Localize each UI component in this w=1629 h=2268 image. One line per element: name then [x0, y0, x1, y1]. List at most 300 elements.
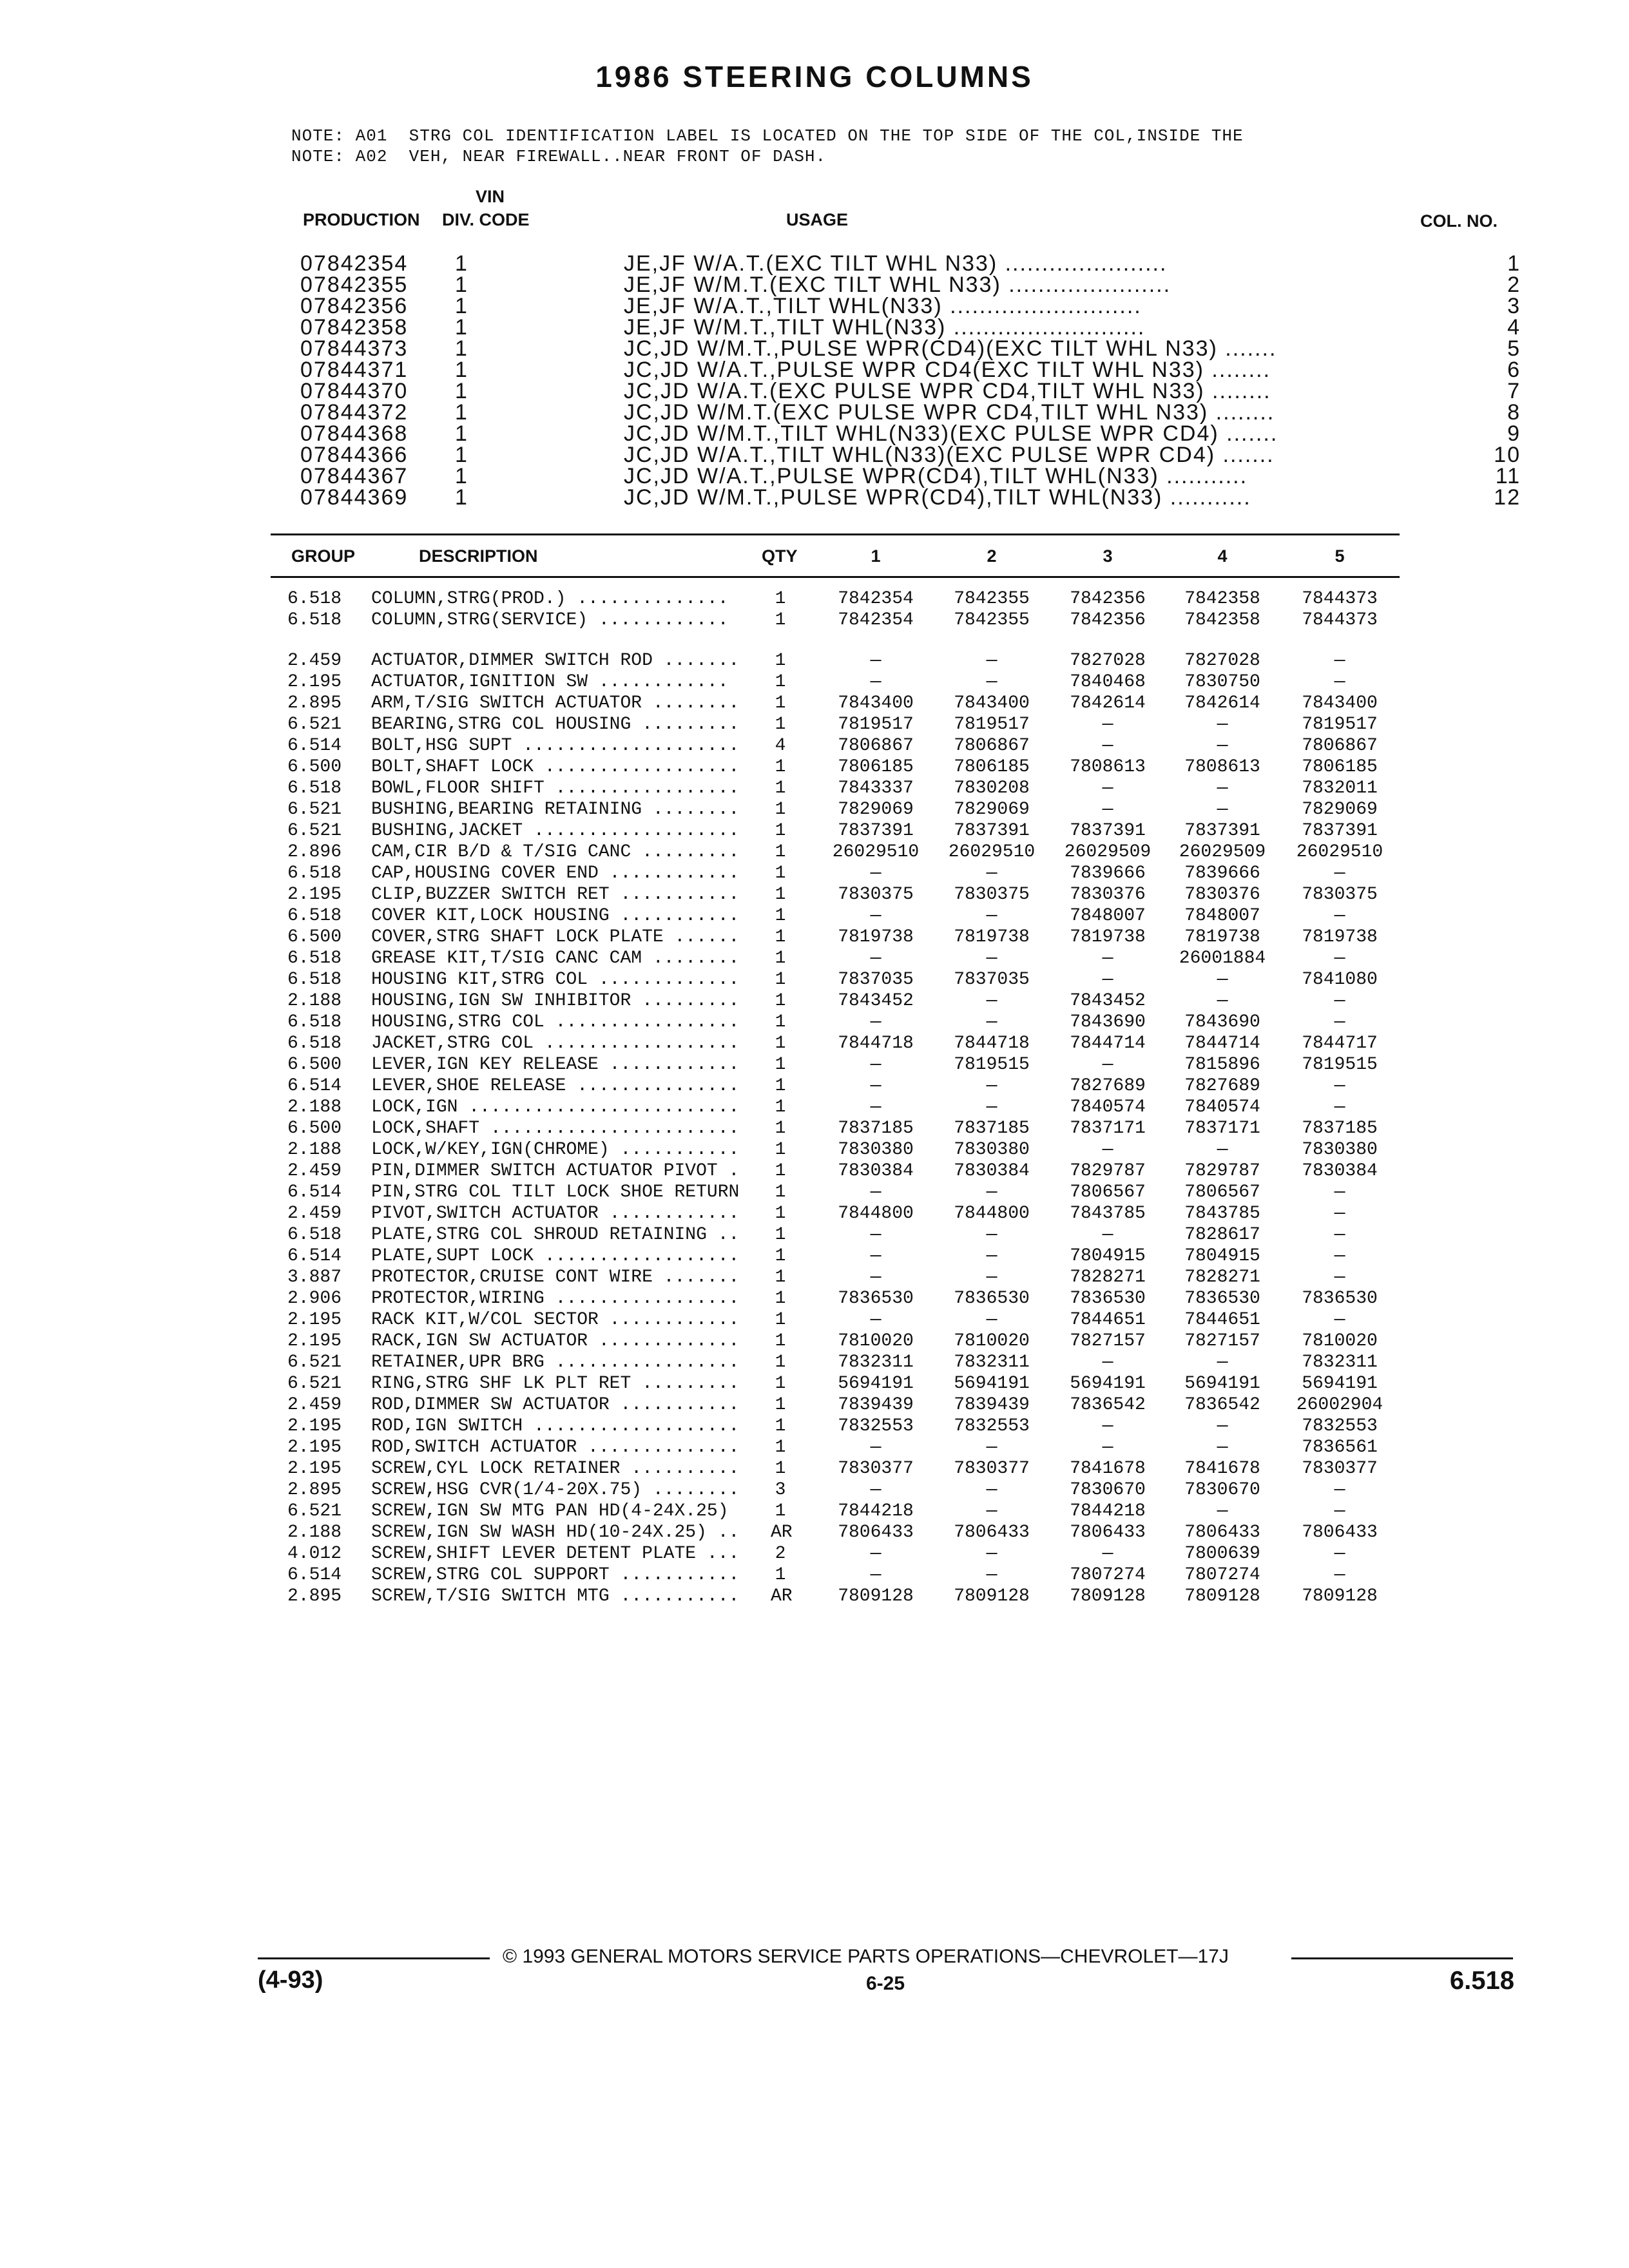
part-description: SCREW,SHIFT LEVER DETENT PLATE ...: [371, 1544, 740, 1564]
part-number-col-4: 7828617: [1184, 1225, 1260, 1245]
part-number-col-1: —: [870, 1267, 882, 1287]
page-title: 1986 STEERING COLUMNS: [595, 60, 1034, 93]
usage-text: JE,JF W/A.T.,TILT WHL(N33) ..........................: [624, 294, 1142, 318]
part-description: ROD,IGN SWITCH ...................: [371, 1416, 740, 1436]
part-number-col-3: 7828271: [1070, 1267, 1146, 1287]
part-number-col-3: 7842614: [1070, 693, 1146, 713]
group-code: 2.459: [287, 1204, 342, 1224]
col-number: 6: [1507, 358, 1521, 382]
usage-text: JC,JD W/A.T.,TILT WHL(N33)(EXC PULSE WPR CD4) .......: [624, 443, 1275, 467]
div-code: 1: [455, 273, 468, 297]
group-code: 6.514: [287, 1076, 342, 1096]
part-number-col-4: 7830670: [1184, 1480, 1260, 1500]
part-number-col-1: 7843400: [838, 693, 914, 713]
part-number-col-5: 5694191: [1302, 1374, 1378, 1394]
col-4-header: 4: [1217, 546, 1228, 566]
part-number-col-5: 7832011: [1302, 778, 1378, 798]
col-2-header: 2: [987, 546, 997, 566]
group-code: 6.514: [287, 736, 342, 756]
part-number-col-5: —: [1334, 1565, 1345, 1585]
part-number-col-1: 7842354: [838, 589, 914, 609]
part-number-col-3: 7829787: [1070, 1161, 1146, 1181]
col-3-header: 3: [1103, 546, 1113, 566]
part-description: ACTUATOR,DIMMER SWITCH ROD .......: [371, 651, 740, 671]
part-description: BUSHING,BEARING RETAINING ........: [371, 800, 740, 820]
part-qty: 1: [775, 800, 786, 820]
part-number-col-4: —: [1217, 778, 1228, 798]
part-number-col-3: 7848007: [1070, 906, 1146, 926]
part-number-col-4: —: [1217, 970, 1228, 990]
div-code: 1: [455, 315, 468, 340]
part-description: PIVOT,SWITCH ACTUATOR ............: [371, 1204, 740, 1224]
part-number-col-3: 7836530: [1070, 1289, 1146, 1309]
part-number-col-1: 7819517: [838, 715, 914, 735]
part-number-col-2: 7839439: [954, 1395, 1030, 1415]
group-code: 2.459: [287, 1161, 342, 1181]
part-number-col-5: —: [1334, 1076, 1345, 1096]
part-number-col-5: 7830377: [1302, 1459, 1378, 1479]
part-qty: 1: [775, 1204, 786, 1224]
part-qty: 1: [775, 1033, 786, 1053]
part-number-col-2: 7819515: [954, 1055, 1030, 1075]
part-number-col-4: 7819738: [1184, 927, 1260, 947]
part-description: PROTECTOR,WIRING .................: [371, 1289, 740, 1309]
part-number-col-5: 7829069: [1302, 800, 1378, 820]
part-number-col-4: —: [1217, 736, 1228, 756]
group-code: 6.518: [287, 1225, 342, 1245]
part-description: GREASE KIT,T/SIG CANC CAM ........: [371, 948, 740, 968]
part-number-col-1: 7837185: [838, 1119, 914, 1139]
part-number-col-3: 7843452: [1070, 991, 1146, 1011]
part-number-col-3: 7841678: [1070, 1459, 1146, 1479]
part-description: COVER KIT,LOCK HOUSING ...........: [371, 906, 740, 926]
part-number-col-1: 7839439: [838, 1395, 914, 1415]
part-description: LEVER,SHOE RELEASE ...............: [371, 1076, 740, 1096]
part-description: LEVER,IGN KEY RELEASE ............: [371, 1055, 740, 1075]
group-code: 6.518: [287, 589, 342, 609]
part-qty: 1: [775, 1246, 786, 1266]
group-code: 2.188: [287, 1097, 342, 1117]
part-number-col-2: 7832311: [954, 1352, 1030, 1372]
group-code: 2.195: [287, 1459, 342, 1479]
part-number-col-5: —: [1334, 1310, 1345, 1330]
part-number-col-1: —: [870, 1437, 882, 1457]
part-qty: 1: [775, 1437, 786, 1457]
part-qty: 4: [775, 736, 786, 756]
part-number-col-4: 7841678: [1184, 1459, 1260, 1479]
part-number-col-3: 7827028: [1070, 651, 1146, 671]
part-description: SCREW,IGN SW MTG PAN HD(4-24X.25): [371, 1501, 740, 1521]
part-number-col-3: 7806433: [1070, 1523, 1146, 1542]
part-number-col-4: 7827689: [1184, 1076, 1260, 1096]
part-qty: 1: [775, 842, 786, 862]
part-number-col-2: 7829069: [954, 800, 1030, 820]
part-number-col-3: —: [1102, 1352, 1113, 1372]
part-number-col-1: 7843452: [838, 991, 914, 1011]
part-number-col-2: —: [986, 672, 998, 692]
part-number-col-1: —: [870, 906, 882, 926]
col-number: 12: [1494, 485, 1521, 510]
part-description: LOCK,IGN .........................: [371, 1097, 740, 1117]
part-number-col-3: 7809128: [1070, 1586, 1146, 1606]
part-number-col-4: —: [1217, 1140, 1228, 1160]
col-number: 3: [1507, 294, 1521, 318]
part-qty: 1: [775, 757, 786, 777]
part-qty: 1: [775, 1055, 786, 1075]
part-number-col-1: 7830384: [838, 1161, 914, 1181]
part-qty: 1: [775, 1182, 786, 1202]
part-number-col-1: —: [870, 1246, 882, 1266]
part-description: CLIP,BUZZER SWITCH RET ...........: [371, 885, 740, 905]
part-number-col-2: —: [986, 1437, 998, 1457]
part-number-col-2: 7836530: [954, 1289, 1030, 1309]
div-code: 1: [455, 294, 468, 318]
part-number-col-1: 7837035: [838, 970, 914, 990]
part-number-col-5: —: [1334, 1480, 1345, 1500]
col-number: 9: [1507, 421, 1521, 446]
part-number-col-3: 7827157: [1070, 1331, 1146, 1351]
part-number-col-4: 7807274: [1184, 1565, 1260, 1585]
part-description: RETAINER,UPR BRG .................: [371, 1352, 740, 1372]
part-number-col-3: 7806567: [1070, 1182, 1146, 1202]
div-code: 1: [455, 251, 468, 276]
part-number-col-3: 7839666: [1070, 863, 1146, 883]
part-number-col-1: 7842354: [838, 610, 914, 630]
part-number-col-2: —: [986, 1225, 998, 1245]
part-qty: 1: [775, 1012, 786, 1032]
part-number-col-5: 7830375: [1302, 885, 1378, 905]
part-qty: 1: [775, 1310, 786, 1330]
part-number-col-3: 26029509: [1064, 842, 1152, 862]
part-description: BOWL,FLOOR SHIFT .................: [371, 778, 740, 798]
part-number-col-2: 7844800: [954, 1204, 1030, 1224]
part-qty: 2: [775, 1544, 786, 1564]
part-number-col-5: —: [1334, 1544, 1345, 1564]
part-number-col-4: 7840574: [1184, 1097, 1260, 1117]
part-number-col-2: —: [986, 651, 998, 671]
part-number-col-1: 7830375: [838, 885, 914, 905]
group-code: 6.518: [287, 970, 342, 990]
part-number-col-1: —: [870, 1310, 882, 1330]
part-description: ACTUATOR,IGNITION SW ............: [371, 672, 729, 692]
group-code: 2.459: [287, 651, 342, 671]
usage-text: JE,JF W/M.T.,TILT WHL(N33) ..........................: [624, 315, 1146, 340]
part-description: ROD,SWITCH ACTUATOR ..............: [371, 1437, 740, 1457]
part-number-col-5: 7844373: [1302, 589, 1378, 609]
part-qty: 1: [775, 948, 786, 968]
part-number-col-3: —: [1102, 1416, 1113, 1436]
group-code: 6.518: [287, 778, 342, 798]
part-number-col-2: 7832553: [954, 1416, 1030, 1436]
part-number-col-1: 7832311: [838, 1352, 914, 1372]
part-number-col-5: 7830384: [1302, 1161, 1378, 1181]
part-number-col-3: —: [1102, 736, 1113, 756]
vin-header: VIN: [476, 187, 505, 206]
part-number-col-2: —: [986, 1182, 998, 1202]
part-number-col-5: 7830380: [1302, 1140, 1378, 1160]
production-number: 07842355: [300, 273, 409, 297]
part-description: CAM,CIR B/D & T/SIG CANC .........: [371, 842, 740, 862]
part-number-col-1: 7830377: [838, 1459, 914, 1479]
usage-header: USAGE: [786, 210, 849, 229]
div-code: 1: [455, 400, 468, 425]
part-description: COVER,STRG SHAFT LOCK PLATE ......: [371, 927, 740, 947]
col-1-header: 1: [871, 546, 881, 566]
part-description: ARM,T/SIG SWITCH ACTUATOR ........: [371, 693, 740, 713]
group-code: 6.514: [287, 1182, 342, 1202]
note-line-2: NOTE: A02 VEH, NEAR FIREWALL..NEAR FRONT OF DASH.: [291, 147, 827, 166]
group-code: 6.521: [287, 800, 342, 820]
part-number-col-4: 7828271: [1184, 1267, 1260, 1287]
part-number-col-5: 26002904: [1296, 1395, 1383, 1415]
part-number-col-2: —: [986, 1310, 998, 1330]
col-number: 10: [1494, 443, 1521, 467]
part-number-col-1: 7844218: [838, 1501, 914, 1521]
part-number-col-1: 7819738: [838, 927, 914, 947]
group-code: 6.521: [287, 821, 342, 841]
col-5-header: 5: [1335, 546, 1345, 566]
part-qty: 1: [775, 1289, 786, 1309]
part-description: COLUMN,STRG(PROD.) ..............: [371, 589, 729, 609]
part-number-col-3: 7830670: [1070, 1480, 1146, 1500]
part-number-col-2: —: [986, 863, 998, 883]
part-qty: 1: [775, 1076, 786, 1096]
part-number-col-2: —: [986, 1544, 998, 1564]
footer-page-number: 6-25: [866, 1973, 905, 1994]
part-number-col-4: —: [1217, 1352, 1228, 1372]
part-number-col-2: 7844718: [954, 1033, 1030, 1053]
footer-date: (4-93): [258, 1966, 323, 1994]
group-code: 6.500: [287, 927, 342, 947]
group-code: 2.195: [287, 672, 342, 692]
group-code: 6.521: [287, 1352, 342, 1372]
part-number-col-4: 7842358: [1184, 589, 1260, 609]
part-qty: 1: [775, 1374, 786, 1394]
part-number-col-2: 7806433: [954, 1523, 1030, 1542]
part-number-col-5: 7841080: [1302, 970, 1378, 990]
usage-text: JC,JD W/M.T.,PULSE WPR(CD4)(EXC TILT WHL N33) .......: [624, 336, 1277, 361]
part-description: SCREW,HSG CVR(1/4-20X.75) ........: [371, 1480, 740, 1500]
part-number-col-1: 7806185: [838, 757, 914, 777]
part-number-col-2: 7843400: [954, 693, 1030, 713]
production-number: 07844366: [300, 443, 409, 467]
production-header: PRODUCTION: [303, 210, 420, 229]
part-description: BOLT,HSG SUPT ....................: [371, 736, 740, 756]
part-number-col-4: 26001884: [1179, 948, 1266, 968]
production-number: 07844367: [300, 464, 409, 488]
group-code: 6.521: [287, 1501, 342, 1521]
part-number-col-3: 7843785: [1070, 1204, 1146, 1224]
usage-text: JC,JD W/A.T.,PULSE WPR(CD4),TILT WHL(N33) ...........: [624, 464, 1248, 488]
part-number-col-3: 7827689: [1070, 1076, 1146, 1096]
part-number-col-2: 7806867: [954, 736, 1030, 756]
part-number-col-3: 7843690: [1070, 1012, 1146, 1032]
part-qty: 1: [775, 970, 786, 990]
part-number-col-5: 7832553: [1302, 1416, 1378, 1436]
part-number-col-5: 7819738: [1302, 927, 1378, 947]
part-number-col-1: —: [870, 1225, 882, 1245]
part-number-col-3: 7844714: [1070, 1033, 1146, 1053]
part-number-col-5: —: [1334, 1097, 1345, 1117]
group-code: 4.012: [287, 1544, 342, 1564]
group-code: 6.518: [287, 906, 342, 926]
part-number-col-5: —: [1334, 991, 1345, 1011]
part-number-col-1: 7806433: [838, 1523, 914, 1542]
div-code: 1: [455, 358, 468, 382]
production-number: 07844369: [300, 485, 409, 510]
part-number-col-1: 7809128: [838, 1586, 914, 1606]
part-number-col-5: —: [1334, 1246, 1345, 1266]
part-description: RING,STRG SHF LK PLT RET .........: [371, 1374, 740, 1394]
part-number-col-2: —: [986, 1480, 998, 1500]
part-description: RACK,IGN SW ACTUATOR .............: [371, 1331, 740, 1351]
part-number-col-2: 7830377: [954, 1459, 1030, 1479]
part-number-col-5: 7819517: [1302, 715, 1378, 735]
production-number: 07844372: [300, 400, 409, 425]
part-qty: AR: [771, 1523, 793, 1542]
part-description: RACK KIT,W/COL SECTOR ............: [371, 1310, 740, 1330]
part-number-col-1: 7830380: [838, 1140, 914, 1160]
group-code: 6.518: [287, 610, 342, 630]
part-qty: 1: [775, 906, 786, 926]
part-qty: 1: [775, 1416, 786, 1436]
footer-left-rule: [258, 1957, 490, 1959]
part-description: HOUSING,STRG COL .................: [371, 1012, 740, 1032]
part-number-col-4: —: [1217, 991, 1228, 1011]
col-no-header: COL. NO.: [1420, 211, 1498, 231]
part-qty: 1: [775, 715, 786, 735]
part-number-col-1: —: [870, 1097, 882, 1117]
usage-text: JE,JF W/M.T.(EXC TILT WHL N33) ......................: [624, 273, 1171, 297]
part-number-col-4: 7827157: [1184, 1331, 1260, 1351]
col-number: 7: [1507, 379, 1521, 403]
part-qty: 1: [775, 778, 786, 798]
group-code: 6.521: [287, 1374, 342, 1394]
part-number-col-2: 7842355: [954, 610, 1030, 630]
part-number-col-4: 7843785: [1184, 1204, 1260, 1224]
usage-text: JC,JD W/M.T.,TILT WHL(N33)(EXC PULSE WPR CD4) .......: [624, 421, 1278, 446]
part-number-col-1: —: [870, 651, 882, 671]
part-number-col-1: 7844718: [838, 1033, 914, 1053]
part-qty: 1: [775, 1352, 786, 1372]
part-description: ROD,DIMMER SW ACTUATOR ...........: [371, 1395, 740, 1415]
part-qty: 1: [775, 1565, 786, 1585]
part-number-col-2: 7830208: [954, 778, 1030, 798]
part-number-col-2: —: [986, 1246, 998, 1266]
part-qty: 1: [775, 863, 786, 883]
div-code: 1: [455, 485, 468, 510]
part-number-col-4: 7806433: [1184, 1523, 1260, 1542]
group-code: 6.518: [287, 1012, 342, 1032]
part-number-col-3: —: [1102, 1055, 1113, 1075]
div-code-header: DIV. CODE: [442, 210, 530, 229]
div-code: 1: [455, 464, 468, 488]
part-number-col-5: 7806867: [1302, 736, 1378, 756]
group-code: 2.895: [287, 1586, 342, 1606]
part-number-col-3: —: [1102, 948, 1113, 968]
usage-text: JC,JD W/A.T.,PULSE WPR CD4(EXC TILT WHL N33) ........: [624, 358, 1271, 382]
part-number-col-5: 7837391: [1302, 821, 1378, 841]
part-number-col-5: 7844373: [1302, 610, 1378, 630]
part-number-col-4: 7842614: [1184, 693, 1260, 713]
part-number-col-4: 7827028: [1184, 651, 1260, 671]
part-number-col-4: 7829787: [1184, 1161, 1260, 1181]
part-number-col-2: —: [986, 948, 998, 968]
col-number: 11: [1495, 464, 1521, 488]
qty-header: QTY: [762, 546, 798, 566]
part-number-col-4: 7843690: [1184, 1012, 1260, 1032]
part-number-col-1: 7836530: [838, 1289, 914, 1309]
part-number-col-1: 5694191: [838, 1374, 914, 1394]
part-number-col-4: —: [1217, 1501, 1228, 1521]
parts-header-top-rule: [271, 533, 1400, 535]
part-number-col-3: 7836542: [1070, 1395, 1146, 1415]
part-number-col-4: 7842358: [1184, 610, 1260, 630]
col-number: 5: [1507, 336, 1521, 361]
part-number-col-5: 7836561: [1302, 1437, 1378, 1457]
part-description: PLATE,SUPT LOCK ..................: [371, 1246, 740, 1266]
part-number-col-4: 7848007: [1184, 906, 1260, 926]
part-qty: 1: [775, 1161, 786, 1181]
part-qty: 1: [775, 651, 786, 671]
part-qty: 1: [775, 672, 786, 692]
group-header: GROUP: [291, 546, 356, 566]
part-number-col-1: —: [870, 1182, 882, 1202]
part-number-col-2: 7830375: [954, 885, 1030, 905]
col-number: 1: [1507, 251, 1521, 276]
part-number-col-1: —: [870, 672, 882, 692]
group-code: 6.500: [287, 1119, 342, 1139]
part-number-col-4: 7830376: [1184, 885, 1260, 905]
part-number-col-5: 7810020: [1302, 1331, 1378, 1351]
part-number-col-1: —: [870, 1565, 882, 1585]
part-qty: AR: [771, 1586, 793, 1606]
part-description: BOLT,SHAFT LOCK ..................: [371, 757, 740, 777]
part-number-col-3: 7808613: [1070, 757, 1146, 777]
group-code: 6.514: [287, 1565, 342, 1585]
part-number-col-5: —: [1334, 1182, 1345, 1202]
part-number-col-5: —: [1334, 1501, 1345, 1521]
parts-header-bottom-rule: [271, 576, 1400, 578]
group-code: 2.195: [287, 1416, 342, 1436]
production-number: 07842356: [300, 294, 409, 318]
part-number-col-2: —: [986, 1565, 998, 1585]
part-number-col-4: 7806567: [1184, 1182, 1260, 1202]
part-number-col-2: 7809128: [954, 1586, 1030, 1606]
part-number-col-4: —: [1217, 800, 1228, 820]
part-number-col-4: 7808613: [1184, 757, 1260, 777]
production-number: 07842358: [300, 315, 409, 340]
part-number-col-2: 26029510: [948, 842, 1036, 862]
part-number-col-2: 7819738: [954, 927, 1030, 947]
part-number-col-4: 7815896: [1184, 1055, 1260, 1075]
part-number-col-4: —: [1217, 1416, 1228, 1436]
part-number-col-1: —: [870, 1544, 882, 1564]
part-number-col-5: —: [1334, 1012, 1345, 1032]
part-number-col-2: 7830380: [954, 1140, 1030, 1160]
part-description: PLATE,STRG COL SHROUD RETAINING ..: [371, 1225, 740, 1245]
part-number-col-3: 7837391: [1070, 821, 1146, 841]
group-code: 6.518: [287, 948, 342, 968]
part-number-col-2: 7842355: [954, 589, 1030, 609]
part-number-col-4: 7804915: [1184, 1246, 1260, 1266]
part-number-col-4: —: [1217, 715, 1228, 735]
part-number-col-1: 7832553: [838, 1416, 914, 1436]
group-code: 2.188: [287, 1140, 342, 1160]
part-number-col-4: 7809128: [1184, 1586, 1260, 1606]
part-description: PIN,STRG COL TILT LOCK SHOE RETURN: [371, 1182, 740, 1202]
part-number-col-1: —: [870, 1480, 882, 1500]
